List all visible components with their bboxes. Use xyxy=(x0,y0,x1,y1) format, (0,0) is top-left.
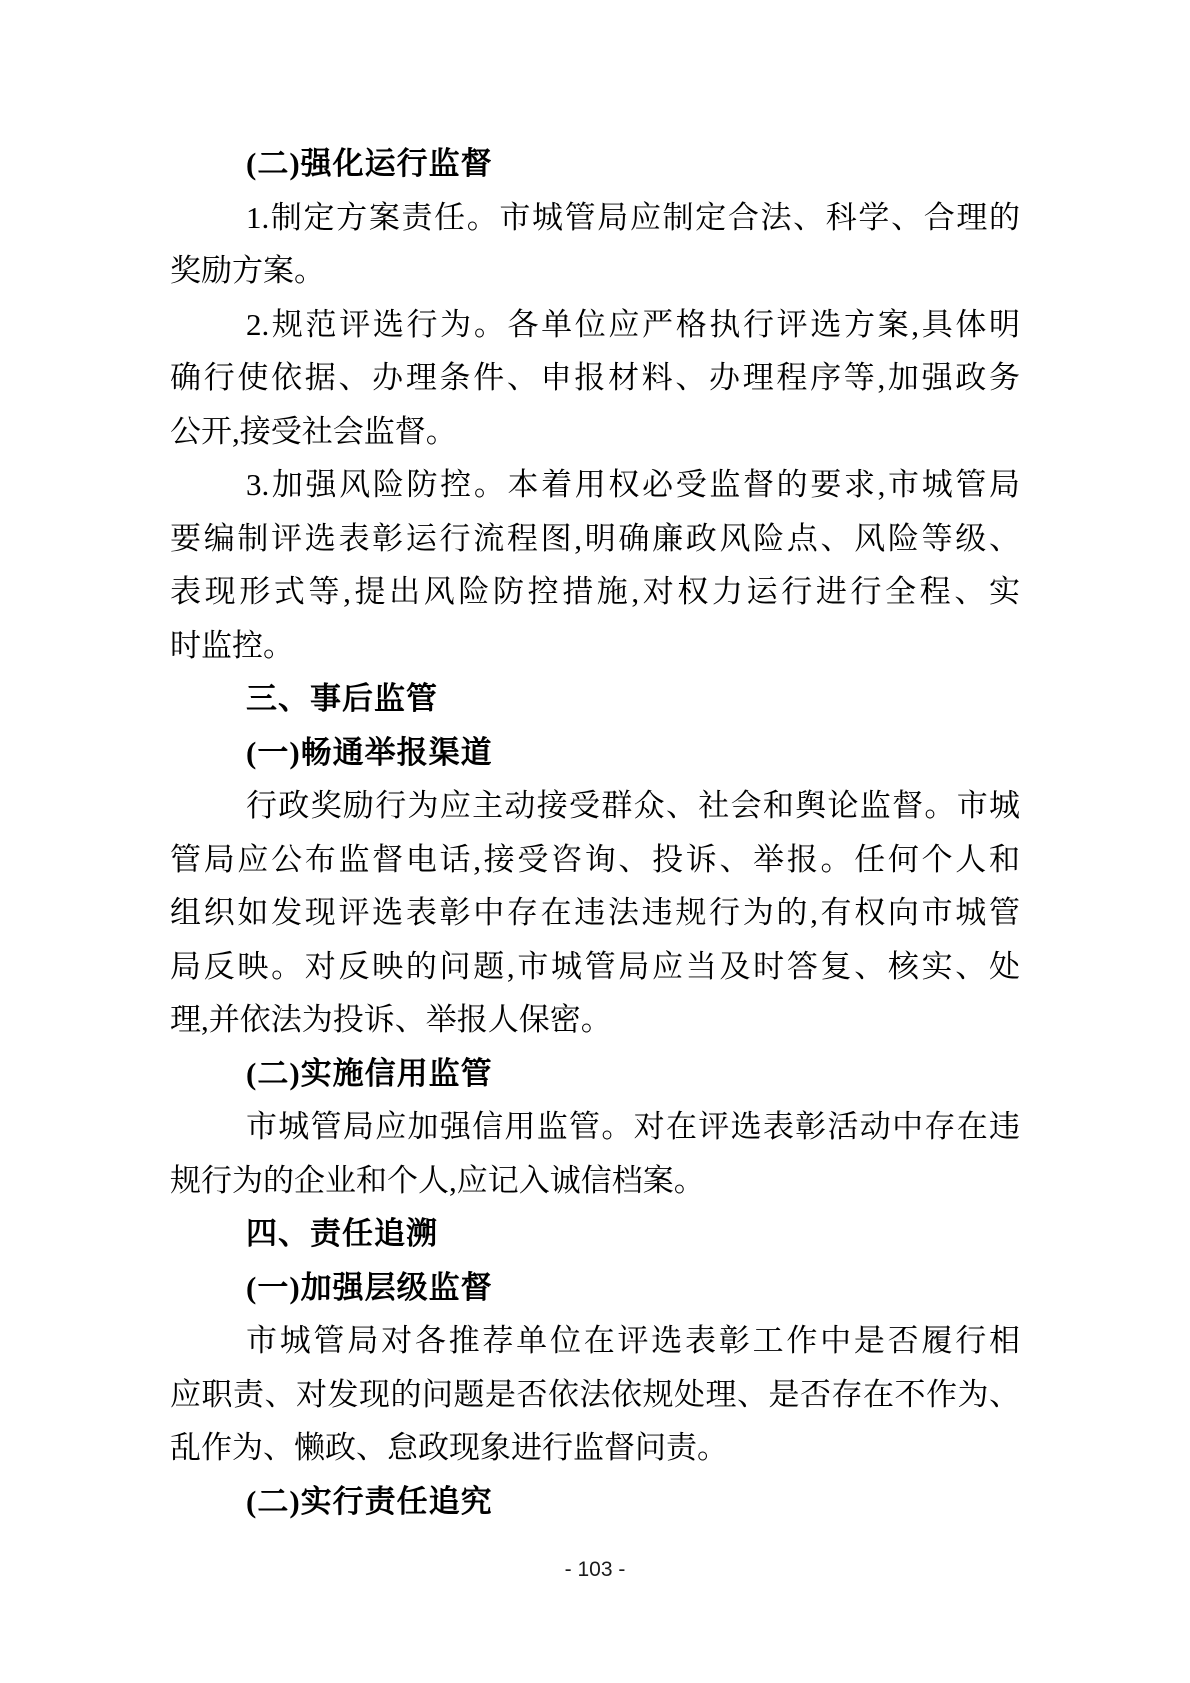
body-line: 管局应公布监督电话,接受咨询、投诉、举报。任何个人和 xyxy=(170,841,1020,877)
body-line: 组织如发现评选表彰中存在违法违规行为的,有权向市城管 xyxy=(170,895,1020,930)
body-line: 应职责、对发现的问题是否依法依规处理、是否存在不作为、 xyxy=(170,1376,1020,1412)
document-body xyxy=(170,137,1020,1528)
body-line: 时监控。 xyxy=(170,627,294,663)
page-number: - 103 - xyxy=(564,1558,626,1581)
section-heading: (二)实行责任追究 xyxy=(246,1483,493,1519)
body-line: 行政奖励行为应主动接受群众、社会和舆论监督。市城 xyxy=(246,788,1020,823)
body-line: 规行为的企业和个人,应记入诚信档案。 xyxy=(170,1162,705,1198)
body-line: 要编制评选表彰运行流程图,明确廉政风险点、风险等级、 xyxy=(170,520,1020,556)
body-line: 乱作为、懒政、怠政现象进行监督问责。 xyxy=(170,1430,728,1465)
body-line: 奖励方案。 xyxy=(170,253,325,288)
body-line: 表现形式等,提出风险防控措施,对权力运行进行全程、实 xyxy=(170,574,1020,609)
body-line: 局反映。对反映的问题,市城管局应当及时答复、核实、处 xyxy=(170,948,1020,984)
section-heading: (一)加强层级监督 xyxy=(246,1269,493,1305)
section-heading: (一)畅通举报渠道 xyxy=(246,734,493,770)
body-line: 理,并依法为投诉、举报人保密。 xyxy=(170,1002,612,1037)
body-line: 2.规范评选行为。各单位应严格执行评选方案,具体明 xyxy=(246,306,1020,342)
section-heading: 四、责任追溯 xyxy=(246,1216,438,1251)
body-line: 市城管局对各推荐单位在评选表彰工作中是否履行相 xyxy=(246,1323,1020,1358)
body-line: 3.加强风险防控。本着用权必受监督的要求,市城管局 xyxy=(246,467,1020,502)
section-heading: (二)实施信用监管 xyxy=(246,1055,493,1091)
body-line: 确行使依据、办理条件、申报材料、办理程序等,加强政务 xyxy=(170,360,1020,395)
body-line: 公开,接受社会监督。 xyxy=(170,413,457,449)
body-line: 1.制定方案责任。市城管局应制定合法、科学、合理的 xyxy=(246,199,1020,235)
body-line: 市城管局应加强信用监管。对在评选表彰活动中存在违 xyxy=(246,1109,1020,1144)
section-heading: 三、事后监管 xyxy=(246,681,438,716)
section-heading: (二)强化运行监督 xyxy=(246,146,493,181)
